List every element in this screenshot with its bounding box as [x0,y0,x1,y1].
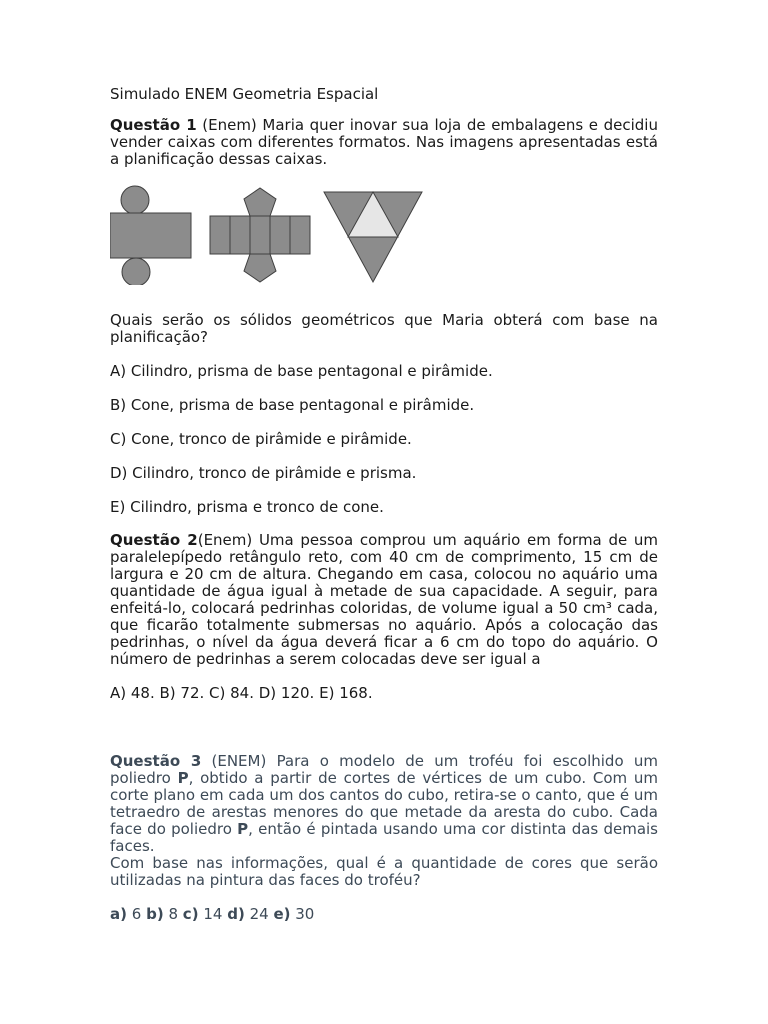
option-d-value: 24 [249,905,269,923]
polyhedron-p-label-2: P [237,820,249,838]
question-2-options: A) 48. B) 72. C) 84. D) 120. E) 168. [110,684,373,702]
question-1-option-c: C) Cone, tronco de pirâmide e pirâmide. [110,430,412,448]
cylinder-net [110,186,191,285]
question-3-text-a: (ENEM) Para o modelo de um troféu foi escolhido um poliedro [110,752,658,787]
question-3-label: Questão 3 [110,752,202,770]
nets-figure [110,185,658,285]
option-d-letter: d) [227,905,245,923]
question-1-text: (Enem) Maria quer inovar sua loja de embalagens e decidiu vender caixas com diferentes formatos. Nas imagens apresentadas está a planificação dessas caixas. [110,116,658,168]
question-1-prompt: Quais serão os sólidos geométricos que Maria obterá com base na planificação? [110,311,658,346]
question-1-statement [110,117,658,168]
nets-illustration [110,185,430,285]
option-b-letter: b) [146,905,164,923]
document-page [110,86,658,923]
question-1-option-e: E) Cilindro, prisma e tronco de cone. [110,498,384,516]
pyramid-net [324,192,422,282]
question-2-text: (Enem) Uma pessoa comprou um aquário em forma de um paralelepípedo retângulo reto, com 40 cm de comprimento, 15 cm de largura e 20 cm de altura. Chegando em casa, colocou no aquário uma quantidade de água igual à metade de sua capacidade. A seguir, para enfeitá-lo, colocará pedrinhas coloridas, de volume igual a 50 cm³ cada, que ficarão totalmente submersas no aquário. Após a colocação das pedrinhas, o nível da água deverá ficar a 6 cm do topo do aquário. O número de pedrinhas a serem colocadas deve ser igual a [110,531,658,668]
question-3-text-c: , então é pintada usando uma cor distinta das demais faces. [110,820,658,855]
question-1-option-b: B) Cone, prisma de base pentagonal e pirâmide. [110,396,475,414]
question-3-text-b: , obtido a partir de cortes de vértices de um cubo. Com um corte plano em cada um dos cantos do cubo, retira-se o canto, que é um tetraedro de arestas menores do que metade da aresta do cubo. Cada face do poliedro [110,769,658,838]
question-2-label: Questão 2 [110,531,198,549]
document-title: Simulado ENEM Geometria Espacial [110,85,379,103]
option-c-letter: c) [182,905,199,923]
question-3-statement [110,753,658,855]
option-b-value: 8 [168,905,179,923]
pentagonal-prism-net [210,188,310,282]
option-a-letter: a) [110,905,127,923]
question-1-option-a: A) Cilindro, prisma de base pentagonal e pirâmide. [110,362,493,380]
option-c-value: 14 [203,905,223,923]
question-1-label: Questão 1 [110,116,197,134]
option-e-value: 30 [295,905,315,923]
polyhedron-p-label: P [177,769,189,787]
question-1-option-d: D) Cilindro, tronco de pirâmide e prisma. [110,464,417,482]
option-e-letter: e) [273,905,291,923]
question-2-statement [110,532,658,668]
question-3-options [110,906,658,923]
question-3-prompt: Com base nas informações, qual é a quantidade de cores que serão utilizadas na pintura das faces do troféu? [110,854,658,889]
option-a-value: 6 [131,905,142,923]
